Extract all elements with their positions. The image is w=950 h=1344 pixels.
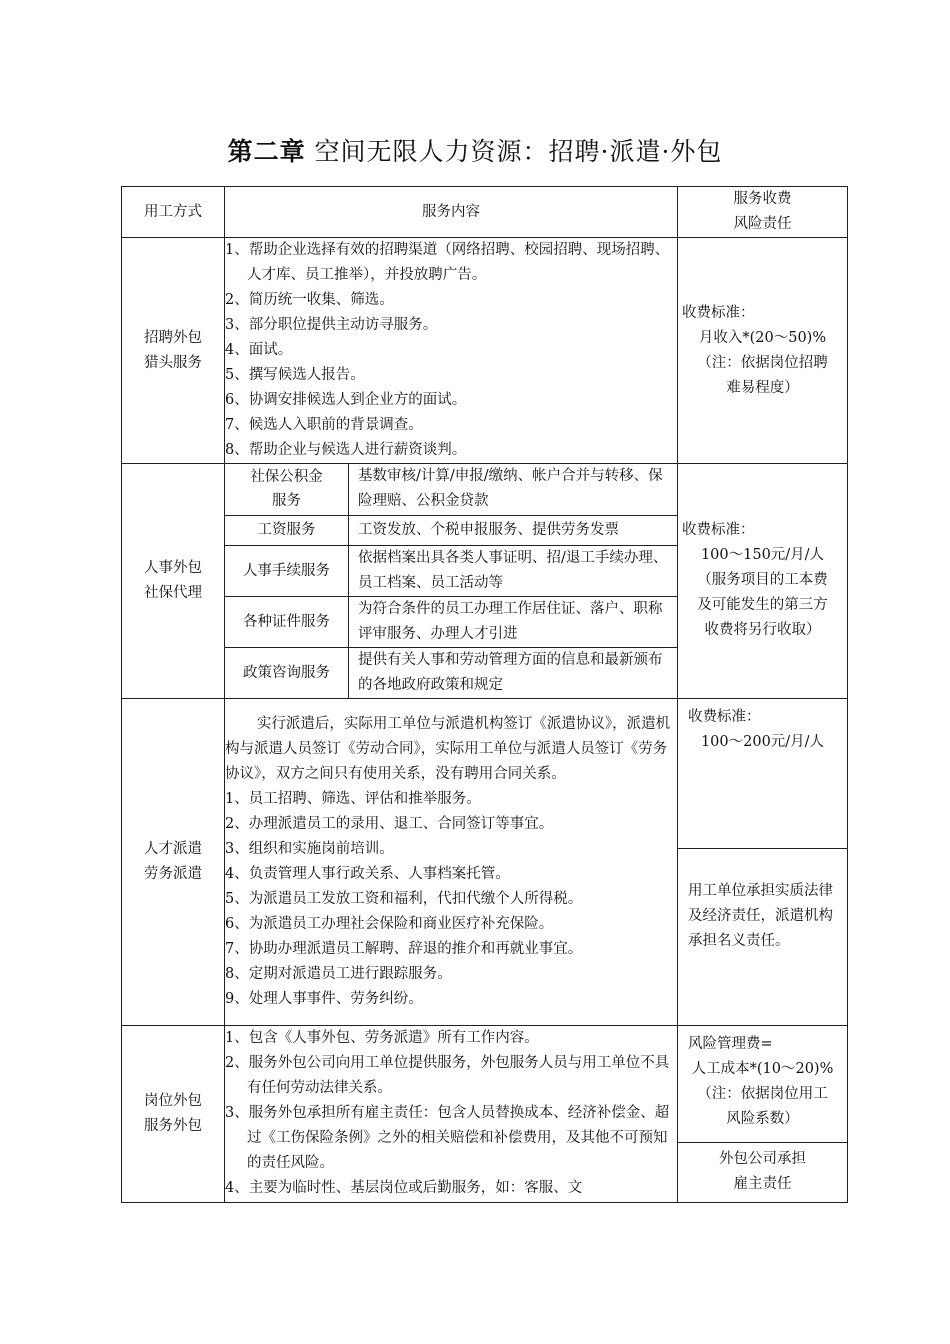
list-item: 8、定期对派遣员工进行跟踪服务。 xyxy=(225,965,452,982)
list-item: 2、服务外包公司向用工单位提供服务，外包服务人员与用工单位不具有任何劳动法律关系。 xyxy=(225,1054,670,1096)
risk-line: 外包公司承担 xyxy=(719,1150,806,1167)
mode-outsource xyxy=(122,1025,225,1202)
table-row xyxy=(225,545,677,596)
service-name: 人事手续服务 xyxy=(225,545,349,596)
mode-hr xyxy=(122,464,225,699)
fee-outsource xyxy=(678,1025,848,1202)
list-item: 1、员工招聘、筛选、评估和推举服务。 xyxy=(225,790,481,807)
header-fee xyxy=(678,187,848,238)
list-item: 3、部分职位提供主动访寻服务。 xyxy=(225,317,438,333)
header-fee-line2: 风险责任 xyxy=(733,216,792,232)
list-item: 1、包含《人事外包、劳务派遣》所有工作内容。 xyxy=(225,1029,539,1046)
list-item: 6、为派遣员工办理社会保险和商业医疗补充保险。 xyxy=(225,915,554,932)
list-item: 3、组织和实施岗前培训。 xyxy=(225,840,394,857)
row-dispatch xyxy=(122,698,848,1025)
fee-recruit xyxy=(678,238,848,464)
fee-line: 月收入*(20～50)% xyxy=(698,329,827,346)
service-desc: 依据档案出具各类人事证明、招/退工手续办理、员工档案、员工活动等 xyxy=(349,545,678,596)
mode-name-line1: 人才派遣 xyxy=(144,840,202,857)
fee-line: 收费标准： xyxy=(688,708,761,725)
fee-line: 风险管理费= xyxy=(688,1035,773,1052)
list-item: 4、负责管理人事行政关系、人事档案托管。 xyxy=(225,865,510,882)
mode-name-line2: 劳务派遣 xyxy=(144,865,202,882)
service-name xyxy=(225,464,349,515)
content-hr xyxy=(225,464,678,699)
row-recruit xyxy=(122,238,848,464)
fee-line: 100～200元/月/人 xyxy=(700,733,825,750)
fee-line: 收费将另行收取） xyxy=(704,622,821,639)
content-dispatch xyxy=(225,698,678,1025)
service-desc: 工资发放、个税申报服务、提供劳务发票 xyxy=(349,515,678,545)
fee-line: 风险系数） xyxy=(726,1110,799,1127)
page-title xyxy=(0,132,950,168)
fee-line: 及可能发生的第三方 xyxy=(697,597,828,614)
service-table xyxy=(121,186,848,1203)
mode-dispatch xyxy=(122,698,225,1025)
chapter-title: 空间无限人力资源：招聘·派遣·外包 xyxy=(314,137,723,166)
risk-outsource xyxy=(678,1143,847,1202)
fee-dispatch-standard xyxy=(678,699,847,849)
fee-line: 100～150元/月/人 xyxy=(700,547,825,564)
fee-line: 收费标准： xyxy=(682,304,755,321)
service-name: 各种证件服务 xyxy=(225,596,349,647)
risk-line: 雇主责任 xyxy=(733,1175,792,1192)
list-item: 1、帮助企业选择有效的招聘渠道（网络招聘、校园招聘、现场招聘、人才库、员工推举），并投放聘广告。 xyxy=(225,242,670,283)
fee-line: （注：依据岗位招聘 xyxy=(697,354,828,371)
fee-outsource-standard xyxy=(678,1026,847,1143)
fee-line: 人工成本*(10～20)% xyxy=(691,1060,834,1077)
list-item: 6、协调安排候选人到企业方的面试。 xyxy=(225,392,467,408)
header-content: 服务内容 xyxy=(225,187,678,238)
fee-line: （服务项目的工本费 xyxy=(697,572,828,589)
content-recruit xyxy=(225,238,678,464)
mode-name-line2: 服务外包 xyxy=(144,1117,202,1134)
mode-name-line1: 招聘外包 xyxy=(144,329,202,346)
content-outsource xyxy=(225,1025,678,1202)
table-row xyxy=(225,596,677,647)
hr-service-table xyxy=(225,464,677,698)
row-hr xyxy=(122,464,848,699)
service-name-line2: 服务 xyxy=(272,493,301,510)
list-item: 9、处理人事事件、劳务纠纷。 xyxy=(225,990,423,1007)
list-item: 5、撰写候选人报告。 xyxy=(225,367,365,383)
fee-dispatch xyxy=(678,698,848,1025)
fee-line: （注：依据岗位用工 xyxy=(697,1085,828,1102)
service-name: 工资服务 xyxy=(225,515,349,545)
list-item: 7、协助办理派遣员工解聘、辞退的推介和再就业事宜。 xyxy=(225,940,583,957)
list-item: 4、面试。 xyxy=(225,342,293,358)
fee-line: 收费标准： xyxy=(682,522,755,539)
table-row xyxy=(225,464,677,515)
mode-recruit xyxy=(122,238,225,464)
service-desc: 提供有关人事和劳动管理方面的信息和最新颁布的各地政府政策和规定 xyxy=(358,651,663,693)
mode-name-line1: 人事外包 xyxy=(144,559,202,576)
table-row xyxy=(225,515,677,545)
list-item: 5、为派遣员工发放工资和福利，代扣代缴个人所得税。 xyxy=(225,890,583,907)
list-item: 8、帮助企业与候选人进行薪资谈判。 xyxy=(225,442,467,458)
service-name: 政策咨询服务 xyxy=(225,647,349,698)
row-outsource xyxy=(122,1025,848,1202)
risk-dispatch: 用工单位承担实质法律及经济责任，派遣机构承担名义责任。 xyxy=(688,883,833,949)
service-desc: 基数审核/计算/申报/缴纳、帐户合并与转移、保险理赔、公积金贷款 xyxy=(349,464,678,515)
table-row xyxy=(225,647,677,698)
mode-name-line1: 岗位外包 xyxy=(144,1092,202,1109)
header-fee-line1: 服务收费 xyxy=(733,191,792,207)
service-desc: 为符合条件的员工办理工作居住证、落户、职称评审服务、办理人才引进 xyxy=(349,596,678,647)
intro-paragraph: 实行派遣后，实际用工单位与派遣机构签订《派遣协议》，派遣机构与派遣人员签订《劳动合同》，实际用工单位与派遣人员签订《劳务协议》，双方之间只有使用关系，没有聘用合同关系。 xyxy=(225,715,671,782)
list-item: 2、简历统一收集、筛选。 xyxy=(225,292,394,308)
header-mode: 用工方式 xyxy=(122,187,225,238)
fee-line: 难易程度） xyxy=(726,379,799,396)
service-name-line1: 社保公积金 xyxy=(250,469,323,486)
list-item: 3、服务外包承担所有雇主责任：包含人员替换成本、经济补偿金、超过《工伤保险条例》之外的相关赔偿和补偿费用，及其他不可预知的责任风险。 xyxy=(225,1104,670,1171)
chapter-label: 第二章 xyxy=(227,137,306,166)
list-item: 2、办理派遣员工的录用、退工、合同签订等事宜。 xyxy=(225,815,554,832)
list-item: 7、候选人入职前的背景调查。 xyxy=(225,417,423,433)
mode-name-line2: 猎头服务 xyxy=(144,354,202,371)
header-row xyxy=(122,187,848,238)
mode-name-line2: 社保代理 xyxy=(144,584,202,601)
list-item: 4、主要为临时性、基层岗位或后勤服务，如：客服、文 xyxy=(225,1179,583,1196)
fee-hr xyxy=(678,464,848,699)
